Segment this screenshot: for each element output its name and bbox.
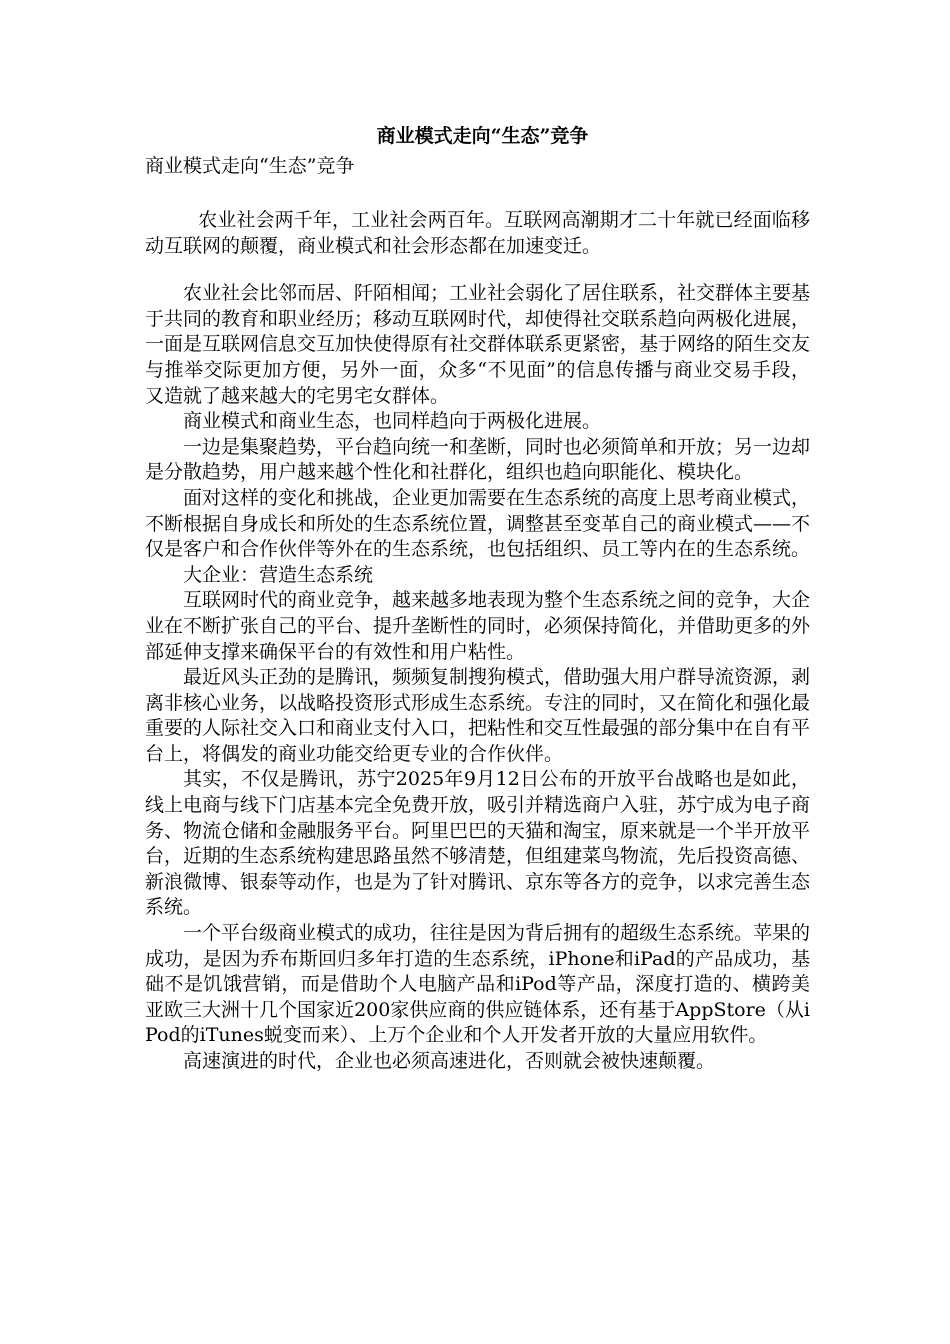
paragraph: 一个平台级商业模式的成功，往往是因为背后拥有的超级生态系统。苹果的成功，是因为乔布斯回归多年打造的生态系统，iPhone和iPad的产品成功，基础不是饥饿营销，而是借助个人电脑产品和iPod等产品，深度打造的、横跨美亚欧三大洲十几个国家近200家供应商的供应链体系，还有基于AppStore（从iPod的iTunes蜕变而来）、上万个企业和个人开发者开放的大量应用软件。 <box>145 922 811 1047</box>
document-body <box>145 120 810 1075</box>
document-subtitle: 商业模式走向“生态”竞争 <box>145 155 355 177</box>
blank-line <box>145 180 810 208</box>
paragraph: 互联网时代的商业竞争，越来越多地表现为整个生态系统之间的竞争，大企业在不断扩张自己的平台、提升垄断性的同时，必须保持简化，并借助更多的外部延伸支撑来确保平台的有效性和用户粘性。 <box>145 589 811 663</box>
section-heading: 大企业：营造生态系统 <box>183 563 374 586</box>
document-title: 商业模式走向“生态”竞争 <box>376 125 589 147</box>
paragraph: 商业模式和商业生态，也同样趋向于两极化进展。 <box>183 410 602 433</box>
paragraph: 面对这样的变化和挑战，企业更加需要在生态系统的高度上思考商业模式，不断根据自身成长和所处的生态系统位置，调整甚至变革自己的商业模式——不仅是客户和合作伙伴等外在的生态系统，也包括组织、员工等内在的生态系统。 <box>145 486 811 561</box>
blank-line <box>145 259 810 281</box>
paragraph: 最近风头正劲的是腾讯，频频复制搜狗模式，借助强大用户群导流资源，剥离非核心业务，以战略投资形式形成生态系统。专注的同时，又在简化和强化最重要的人际社交入口和商业支付入口，把粘性和交互性最强的部分集中在自有平台上，将偶发的商业功能交给更专业的合作伙伴。 <box>145 666 811 765</box>
paragraph: 农业社会比邻而居、阡陌相闻；工业社会弱化了居住联系，社交群体主要基于共同的教育和职业经历；移动互联网时代，却使得社交联系趋向两极化进展，一面是互联网信息交互加快使得原有社交群体联系更紧密，基于网络的陌生交友与推举交际更加方便，另外一面，众多“不见面”的信息传播与商业交易手段，又造就了越来越大的宅男宅女群体。 <box>145 282 811 407</box>
paragraph: 高速演进的时代，企业也必须高速进化，否则就会被快速颠覆。 <box>183 1050 716 1072</box>
paragraph: 其实，不仅是腾讯，苏宁2025年9月12日公布的开放平台战略也是如此，线上电商与线下门店基本完全免费开放，吸引并精选商户入驻，苏宁成为电子商务、物流仓储和金融服务平台。阿里巴巴的天猫和淘宝，原来就是一个半开放平台，近期的生态系统构建思路虽然不够清楚，但组建菜鸟物流，先后投资高德、新浪微博、银泰等动作，也是为了针对腾讯、京东等各方的竞争，以求完善生态系统。 <box>145 768 811 919</box>
paragraph-intro: 农业社会两千年，工业社会两百年。互联网高潮期才二十年就已经面临移动互联网的颠覆，商业模式和社会形态都在加速变迁。 <box>145 209 810 257</box>
paragraph: 一边是集聚趋势，平台趋向统一和垄断，同时也必须简单和开放；另一边却是分散趋势，用户越来越个性化和社群化，组织也趋向职能化、模块化。 <box>145 435 811 484</box>
